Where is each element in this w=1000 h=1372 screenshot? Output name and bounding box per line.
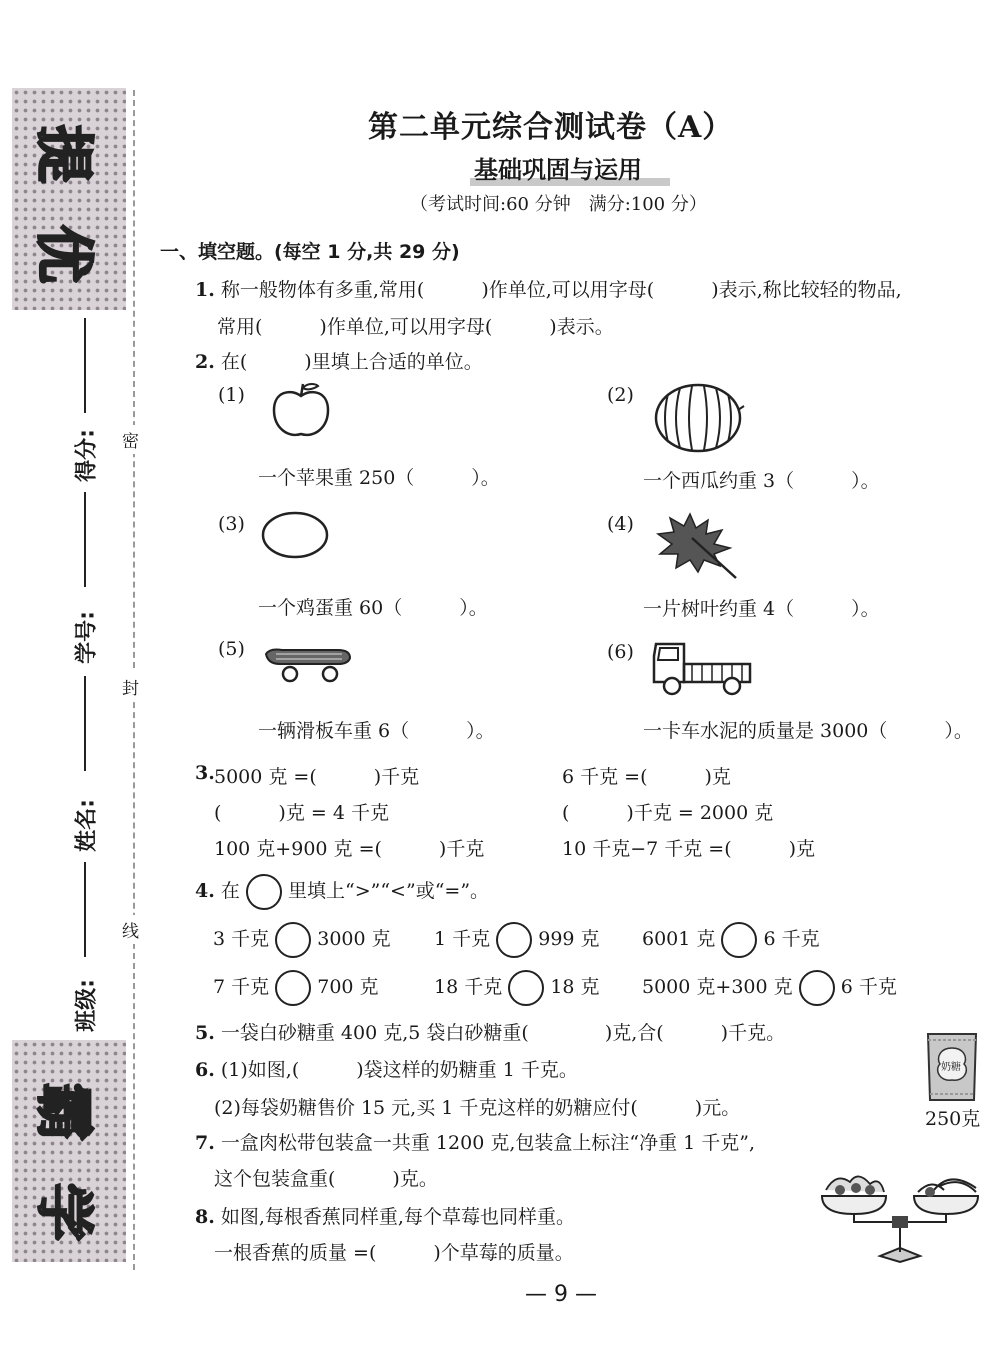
candy-bag-label: 奶糖 [941, 1062, 961, 1073]
compare-right: 6 千克 [840, 976, 897, 998]
question-text-post: 里填上“>”“<”或“=”。 [288, 880, 490, 902]
item-text: 一个苹果重 250（ ）。 [258, 467, 500, 489]
compare-item [213, 970, 379, 1006]
conversion-item: 6 千克 =( )克 [562, 766, 731, 788]
egg-icon [260, 510, 330, 560]
exam-note: （考试时间:60 分钟 满分:100 分） [410, 194, 707, 215]
field-line [84, 676, 86, 771]
item-text: 一个西瓜约重 3（ ）。 [643, 470, 880, 492]
compare-right: 18 克 [550, 976, 600, 998]
question-6-line2: (2)每袋奶糖售价 15 元,买 1 千克这样的奶糖应付( )元。 [214, 1097, 741, 1119]
question-6 [195, 1055, 578, 1082]
conversion-item: ( )克 = 4 千克 [214, 802, 389, 824]
question-number: 6. [195, 1059, 215, 1081]
field-label-name: 姓名: [74, 799, 100, 852]
truck-icon [648, 636, 754, 698]
compare-circle [246, 874, 282, 910]
seal-char: 密 [122, 425, 139, 454]
compare-right: 700 克 [317, 976, 379, 998]
compare-item [434, 922, 600, 958]
conversion-item: 100 克+900 克 =( )千克 [214, 838, 485, 860]
compare-circle[interactable] [799, 970, 835, 1006]
item-label: (4) [607, 513, 634, 535]
compare-left: 3 千克 [213, 928, 270, 950]
deco-box-top [12, 88, 126, 310]
compare-left: 18 千克 [434, 976, 503, 998]
question-3-number: 3. [195, 762, 215, 784]
item-label: (2) [607, 384, 634, 406]
seal-char: 封 [122, 672, 139, 701]
question-text: 在( )里填上合适的单位。 [220, 351, 483, 373]
question-number: 4. [195, 880, 215, 902]
item-label: (1) [218, 384, 245, 406]
question-text: 称一般物体有多重,常用( )作单位,可以用字母( )表示,称比较轻的物品, [220, 279, 902, 301]
item-text: 一卡车水泥的质量是 3000（ ）。 [643, 720, 973, 742]
question-number: 2. [195, 351, 215, 373]
page-number: — 9 — [525, 1282, 597, 1307]
item-text: 一片树叶约重 4（ ）。 [643, 598, 880, 620]
question-text: 一袋白砂糖重 400 克,5 袋白砂糖重( )克,合( )千克。 [220, 1022, 786, 1044]
compare-circle[interactable] [721, 922, 757, 958]
compare-right: 6 千克 [763, 928, 820, 950]
field-label-score: 得分: [74, 429, 100, 482]
page-title: 第二单元综合测试卷（A） [368, 110, 734, 145]
conversion-item: 10 千克−7 千克 =( )克 [562, 838, 816, 860]
item-label: (6) [607, 641, 634, 663]
compare-circle[interactable] [508, 970, 544, 1006]
conversion-item: 5000 克 =( )千克 [214, 766, 420, 788]
compare-item [434, 970, 600, 1006]
question-number: 8. [195, 1206, 215, 1228]
question-5 [195, 1018, 785, 1045]
question-4 [195, 874, 489, 910]
field-line [84, 862, 86, 957]
compare-right: 3000 克 [317, 928, 391, 950]
question-2 [195, 347, 483, 374]
deco-box-bottom [12, 1040, 126, 1262]
question-text: 一盒肉松带包装盒一共重 1200 克,包装盒上标注“净重 1 千克”, [220, 1132, 755, 1154]
page-subtitle: 基础巩固与运用 [474, 156, 642, 184]
compare-circle[interactable] [275, 922, 311, 958]
item-text: 一辆滑板车重 6（ ）。 [258, 720, 495, 742]
question-text: (1)如图,( )袋这样的奶糖重 1 千克。 [220, 1059, 578, 1081]
balance-scale-icon [810, 1168, 988, 1268]
compare-left: 5000 克+300 克 [642, 976, 793, 998]
question-7 [195, 1128, 755, 1155]
question-number: 7. [195, 1132, 215, 1154]
field-label-student-id: 学号: [74, 611, 100, 664]
question-text-pre: 在 [220, 880, 240, 902]
item-text: 一个鸡蛋重 60（ ）。 [258, 597, 488, 619]
question-number: 5. [195, 1022, 215, 1044]
compare-item [642, 922, 820, 958]
compare-left: 7 千克 [213, 976, 270, 998]
compare-circle[interactable] [275, 970, 311, 1006]
leaf-icon [650, 508, 742, 582]
item-label: (5) [218, 638, 245, 660]
question-text: 如图,每根香蕉同样重,每个草莓也同样重。 [220, 1206, 575, 1228]
field-line [84, 318, 86, 413]
watermelon-icon [652, 380, 748, 454]
compare-right: 999 克 [538, 928, 600, 950]
question-number: 1. [195, 279, 215, 301]
skateboard-icon [262, 640, 354, 686]
deco-char: 优 [30, 224, 98, 283]
section-heading: 一、填空题。(每空 1 分,共 29 分) [160, 241, 460, 263]
apple-icon [268, 380, 334, 442]
field-line [84, 492, 86, 587]
field-label-class: 班级: [74, 979, 100, 1032]
question-1 [195, 275, 902, 302]
question-8 [195, 1202, 575, 1229]
compare-item [213, 922, 391, 958]
conversion-item: ( )千克 = 2000 克 [562, 802, 774, 824]
compare-circle[interactable] [496, 922, 532, 958]
question-8-line2: 一根香蕉的质量 =( )个草莓的质量。 [214, 1242, 574, 1264]
item-label: (3) [218, 513, 245, 535]
question-7-line2: 这个包装盒重( )克。 [214, 1168, 438, 1190]
seal-char: 线 [122, 915, 139, 944]
candy-bag-weight: 250克 [925, 1108, 981, 1130]
compare-item [642, 970, 897, 1006]
deco-char: 学 [30, 1182, 98, 1241]
compare-left: 6001 克 [642, 928, 716, 950]
deco-char: 霸 [30, 1082, 98, 1141]
deco-char: 提 [30, 124, 98, 183]
question-1-line2: 常用( )作单位,可以用字母( )表示。 [217, 316, 614, 338]
compare-left: 1 千克 [434, 928, 491, 950]
